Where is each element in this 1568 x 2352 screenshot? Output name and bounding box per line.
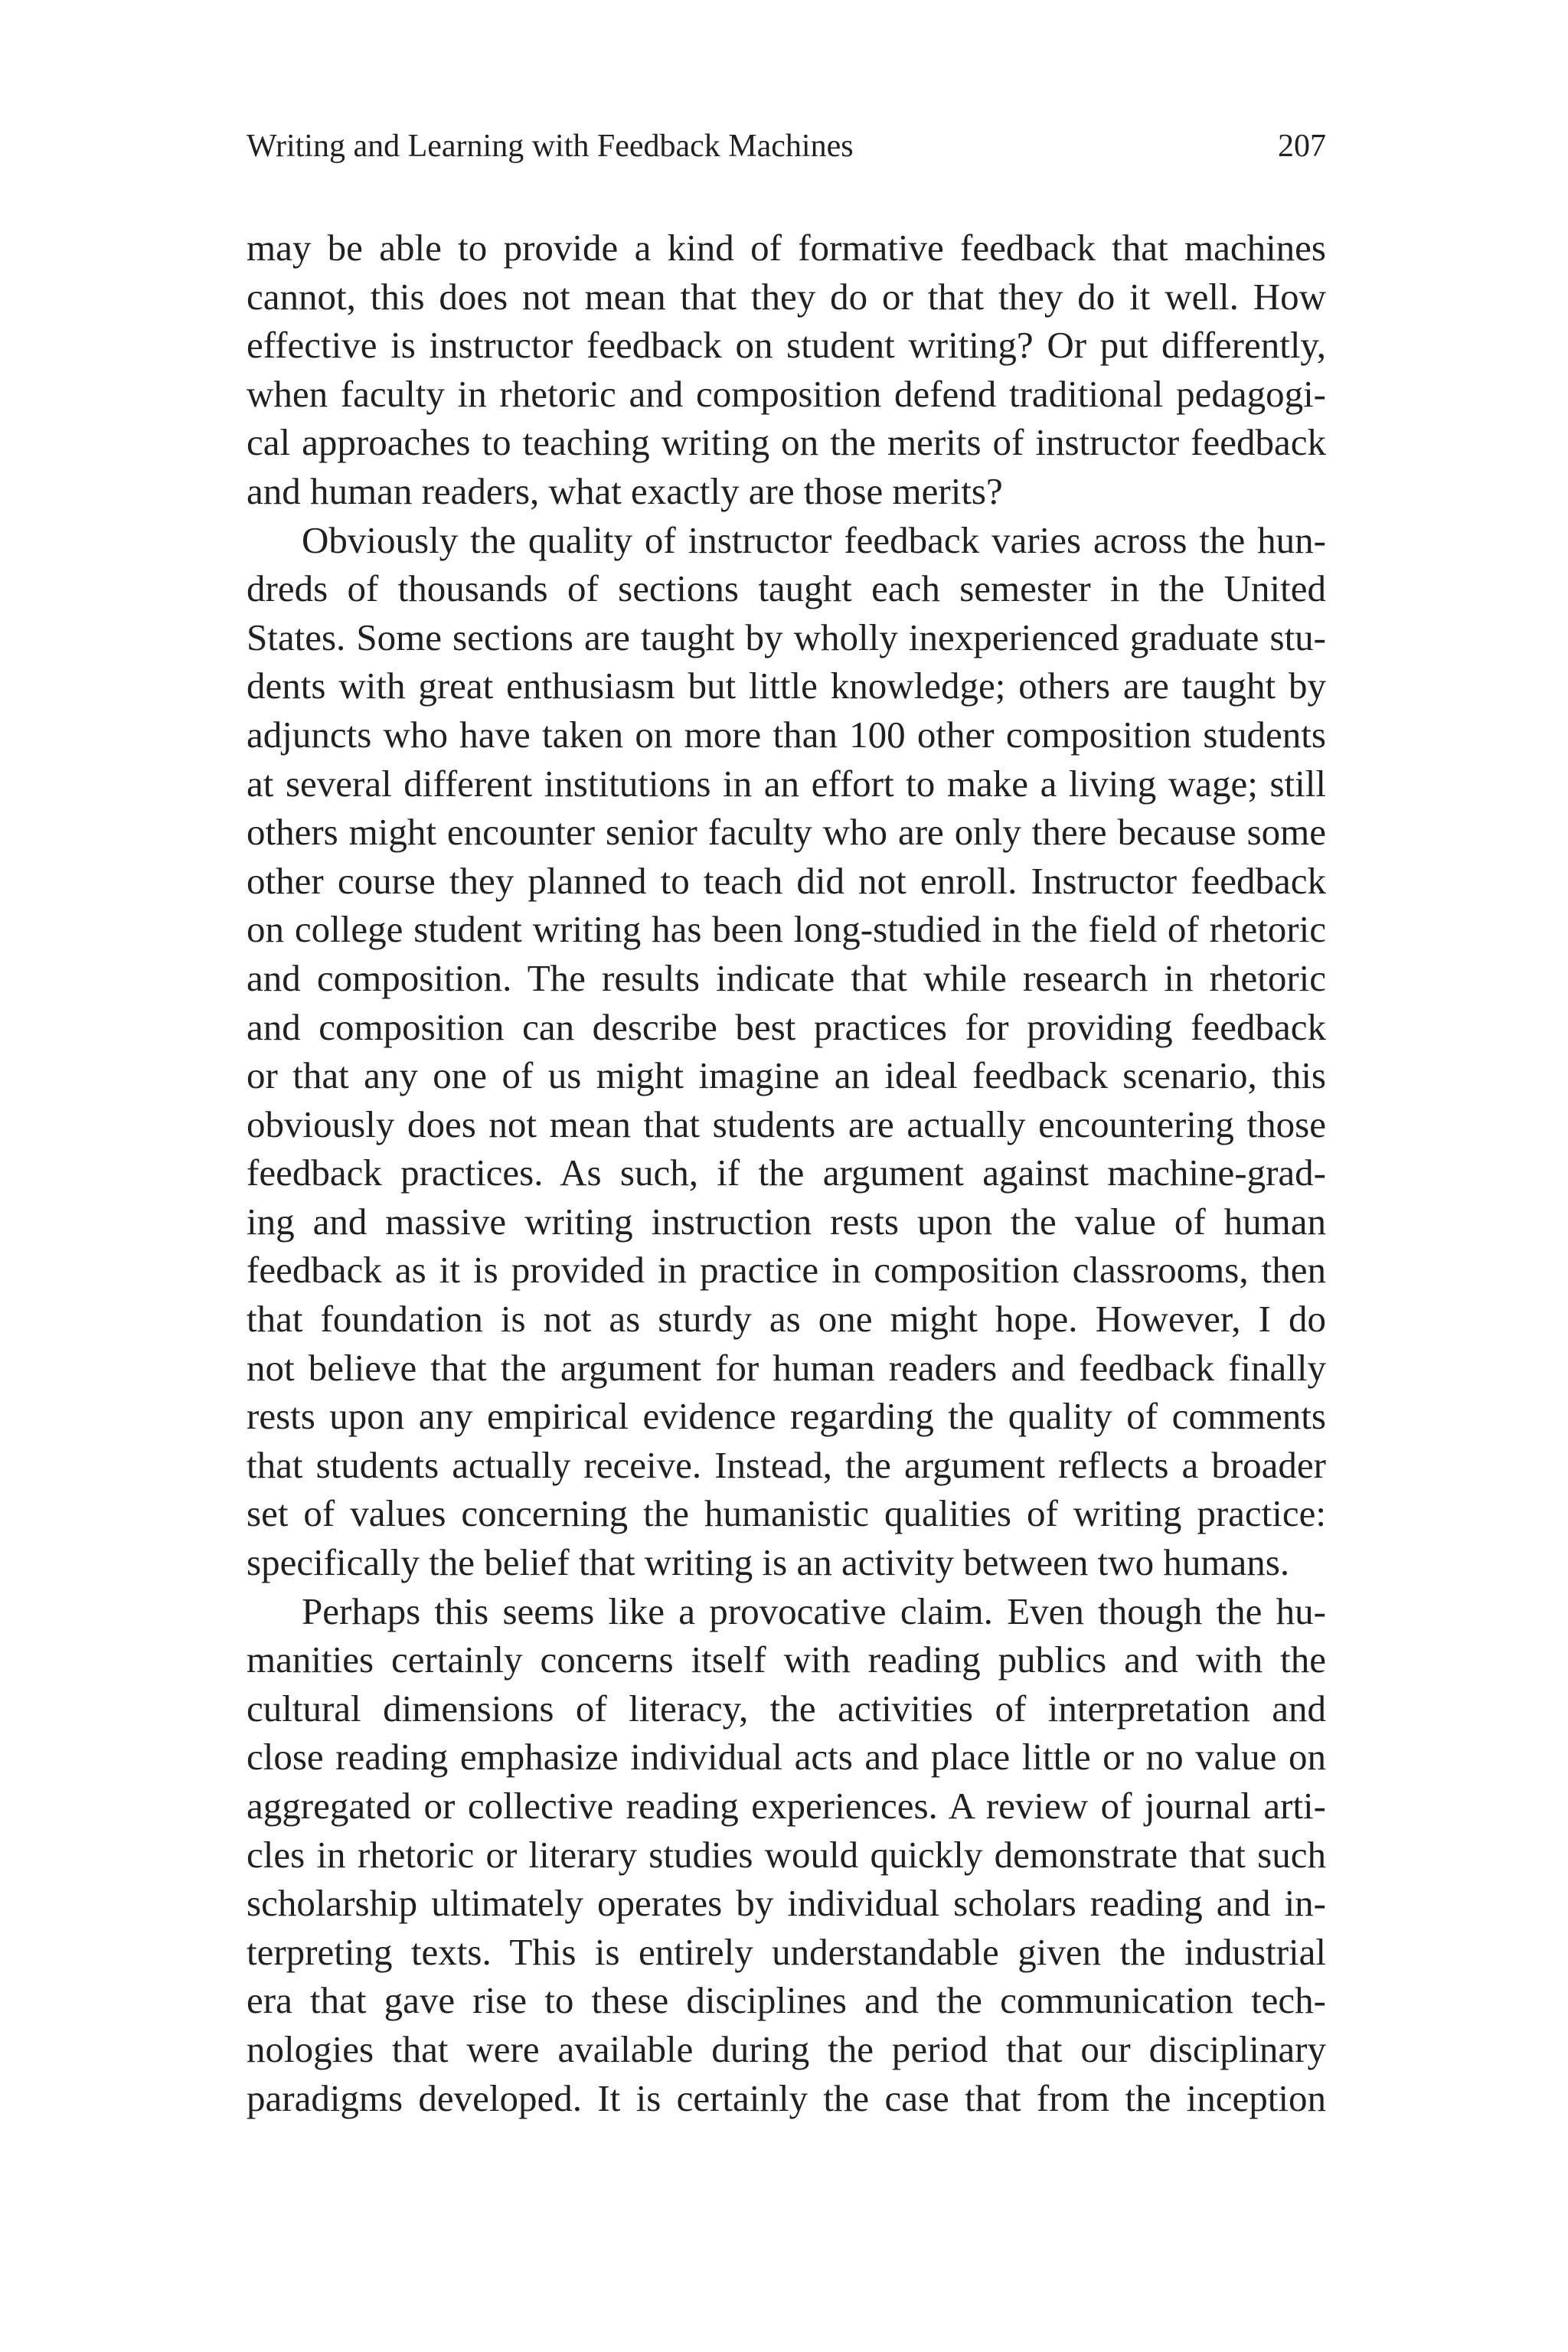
text-line: cles in rhetoric or literary studies would quickly demonstrate that such bbox=[247, 1833, 1326, 1876]
text-line: may be able to provide a kind of formative feedback that machines bbox=[247, 227, 1326, 269]
text-line: Perhaps this seems like a provocative claim. Even though the hu- bbox=[302, 1589, 1326, 1632]
text-line: feedback as it is provided in practice in composition classrooms, then bbox=[247, 1249, 1326, 1292]
text-line: when faculty in rhetoric and composition defend traditional pedagogi- bbox=[247, 372, 1326, 415]
text-line: effective is instructor feedback on student writing? Or put differently, bbox=[247, 324, 1326, 367]
text-line: dreds of thousands of sections taught each semester in the United bbox=[247, 567, 1326, 610]
text-line: cultural dimensions of literacy, the activities of interpretation and bbox=[247, 1687, 1326, 1730]
paragraph-1 bbox=[247, 224, 1326, 516]
text-line: close reading emphasize individual acts and place little or no value on bbox=[247, 1736, 1326, 1779]
text-line: obviously does not mean that students are actually encountering those bbox=[247, 1102, 1326, 1145]
text-line: that students actually receive. Instead, the argument reflects a broader bbox=[247, 1443, 1326, 1486]
text-line: ing and massive writing instruction rests upon the value of human bbox=[247, 1200, 1326, 1243]
text-line: rests upon any empirical evidence regarding the quality of comments bbox=[247, 1395, 1326, 1438]
text-line: at several different institutions in an effort to make a living wage; still bbox=[247, 762, 1326, 805]
text-line: and human readers, what exactly are those merits? bbox=[247, 469, 1003, 512]
text-line: dents with great enthusiasm but little knowledge; others are taught by bbox=[247, 665, 1326, 707]
body-text bbox=[247, 224, 1326, 2122]
text-line: specifically the belief that writing is an activity between two humans. bbox=[247, 1541, 1290, 1584]
text-line: and composition. The results indicate that while research in rhetoric bbox=[247, 956, 1326, 999]
text-line: feedback practices. As such, if the argument against machine-grad- bbox=[247, 1152, 1326, 1194]
text-line: cal approaches to teaching writing on the merits of instructor feedback bbox=[247, 421, 1326, 464]
text-line: aggregated or collective reading experiences. A review of journal arti- bbox=[247, 1785, 1326, 1827]
text-line: on college student writing has been long-studied in the field of rhetoric bbox=[247, 908, 1326, 951]
text-line: manities certainly concerns itself with reading publics and with the bbox=[247, 1638, 1326, 1681]
text-line: paradigms developed. It is certainly the case that from the inception bbox=[247, 2076, 1326, 2119]
text-line: adjuncts who have taken on more than 100 other composition students bbox=[247, 713, 1326, 756]
paragraph-2 bbox=[247, 516, 1326, 1587]
text-line: States. Some sections are taught by wholly inexperienced graduate stu- bbox=[247, 616, 1326, 658]
text-line: set of values concerning the humanistic qualities of writing practice: bbox=[247, 1492, 1326, 1535]
text-line: Obviously the quality of instructor feedback varies across the hun- bbox=[302, 518, 1326, 561]
text-line: scholarship ultimately operates by individual scholars reading and in- bbox=[247, 1882, 1326, 1925]
text-line: and composition can describe best practices for providing feedback bbox=[247, 1005, 1326, 1048]
text-line: others might encounter senior faculty who are only there because some bbox=[247, 811, 1326, 854]
text-line: era that gave rise to these disciplines and the communication tech- bbox=[247, 1979, 1326, 2022]
text-line: nologies that were available during the period that our disciplinary bbox=[247, 2027, 1326, 2070]
text-line: not believe that the argument for human readers and feedback finally bbox=[247, 1346, 1326, 1389]
running-head bbox=[247, 127, 1326, 165]
text-line: or that any one of us might imagine an ideal feedback scenario, this bbox=[247, 1054, 1326, 1097]
text-line: that foundation is not as sturdy as one might hope. However, I do bbox=[247, 1298, 1326, 1341]
text-line: terpreting texts. This is entirely understandable given the industrial bbox=[247, 1930, 1326, 1973]
book-page bbox=[247, 0, 1326, 2352]
page-number: 207 bbox=[1278, 129, 1326, 164]
paragraph-3 bbox=[247, 1587, 1326, 2123]
running-title: Writing and Learning with Feedback Machines bbox=[247, 129, 854, 164]
text-line: cannot, this does not mean that they do or that they do it well. How bbox=[247, 275, 1326, 318]
text-line: other course they planned to teach did not enroll. Instructor feedback bbox=[247, 859, 1326, 902]
